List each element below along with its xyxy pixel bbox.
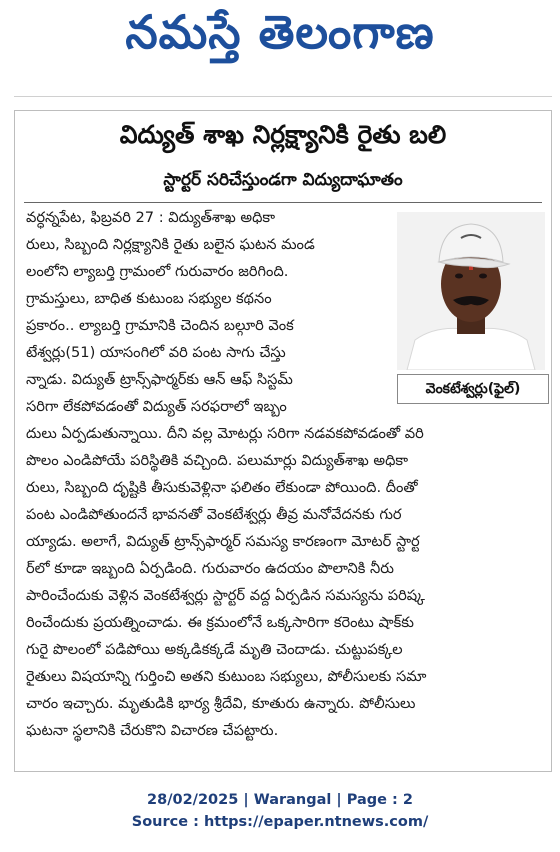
- masthead-title: నమస్తే తెలంగాణ: [125, 5, 435, 59]
- article-line: లంలోని ల్యాబర్తి గ్రామంలో గురువారం జరిగింది.: [26, 263, 289, 280]
- article-line: చారం ఇచ్చారు. మృతుడికి భార్య శ్రీదేవి, కూతురు ఉన్నారు. పోలీసులు: [26, 695, 416, 712]
- article-line: గ్రామస్తులు, బాధిత కుటుంబ సభ్యుల కథనం: [26, 290, 272, 307]
- article-line: దులు ఏర్పడుతున్నాయి. దీని వల్ల మోటర్లు సరిగా నడవకపోవడంతో వరి: [26, 425, 424, 442]
- footer-dateline: 28/02/2025 | Warangal | Page : 2: [147, 792, 413, 808]
- article-line: వర్ధన్నపేట, ఫిబ్రవరి 27 : విద్యుత్‌శాఖ అధికా: [26, 209, 276, 226]
- article-line: ర్‌లో కూడా ఇబ్బంది ఏర్పడింది. గురువారం ఉదయం పొలానికి నీరు: [26, 560, 394, 577]
- article-line: టేశ్వర్లు(51) యాసంగిలో వరి పంట సాగు చేస్తు: [26, 344, 286, 361]
- article-line: రులు, సిబ్బంది దృష్టికి తీసుకువెళ్లినా ఫలితం లేకుండా పోయింది. దీంతో: [26, 479, 418, 496]
- article-line: న్నాడు. విద్యుత్ ట్రాన్స్‌ఫార్మర్‌కు ఆన్ ఆఫ్ సిస్టమ్: [26, 371, 293, 388]
- portrait-image: [397, 212, 545, 370]
- article-line: గురై పొలంలో పడిపోయి అక్కడికక్కడే మృతి చెందాడు. చుట్టుపక్కల: [26, 641, 403, 658]
- headline-divider: [24, 202, 542, 203]
- footer-source: Source : https://epaper.ntnews.com/: [131, 814, 429, 830]
- article-line: ఘటనా స్థలానికి చేరుకొని విచారణ చేపట్టారు.: [26, 722, 279, 739]
- masthead-divider: [14, 96, 552, 97]
- article-line: రించేందుకు ప్రయత్నించాడు. ఈ క్రమంలోనే ఒక్కసారిగా కరెంటు షాక్‌కు: [26, 614, 414, 631]
- article-line: పంట ఎండిపోతుందనే భావనతో వెంకటేశ్వర్లు తీవ్ర మనోవేదనకు గుర: [26, 506, 402, 523]
- article-line: ప్రకారం.. ల్యాబర్తి గ్రామానికి చెందిన బల్గూరి వెంక: [26, 317, 294, 334]
- article-line: రులు, సిబ్బంది నిర్లక్ష్యానికి రైతు బలైన ఘటన మండ: [26, 236, 315, 253]
- article-subheadline: స్టార్టర్ సరిచేస్తుండగా విద్యుదాఘాతం: [163, 170, 403, 190]
- article-line: పారించేందుకు వెళ్లిన వెంకటేశ్వర్లు స్టార్టర్ వద్ద ఏర్పడిన సమస్యను పరిష్క: [26, 587, 425, 604]
- article-line: రైతులు విషయాన్ని గుర్తించి అతని కుటుంబ సభ్యులు, పోలీసులకు సమా: [26, 668, 427, 685]
- photo-caption: వెంకటేశ్వర్లు(ఫైల్): [397, 374, 549, 404]
- article-line: య్యాడు. అలాగే, విద్యుత్ ట్రాన్స్‌ఫార్మర్ సమస్య కారణంగా మోటర్ స్టార్ట: [26, 533, 420, 550]
- farmer-photo: [397, 212, 545, 370]
- newspaper-masthead: [0, 0, 560, 76]
- article-line: సరిగా లేకపోవడంతో విద్యుత్ సరఫరాలో ఇబ్బం: [26, 398, 287, 415]
- article-headline: విద్యుత్ శాఖ నిర్లక్ష్యానికి రైతు బలి: [119, 120, 447, 149]
- article-line: పొలం ఎండిపోయే పరిస్థితికి వచ్చింది. పలుమార్లు విద్యుత్‌శాఖ అధికా: [26, 452, 409, 469]
